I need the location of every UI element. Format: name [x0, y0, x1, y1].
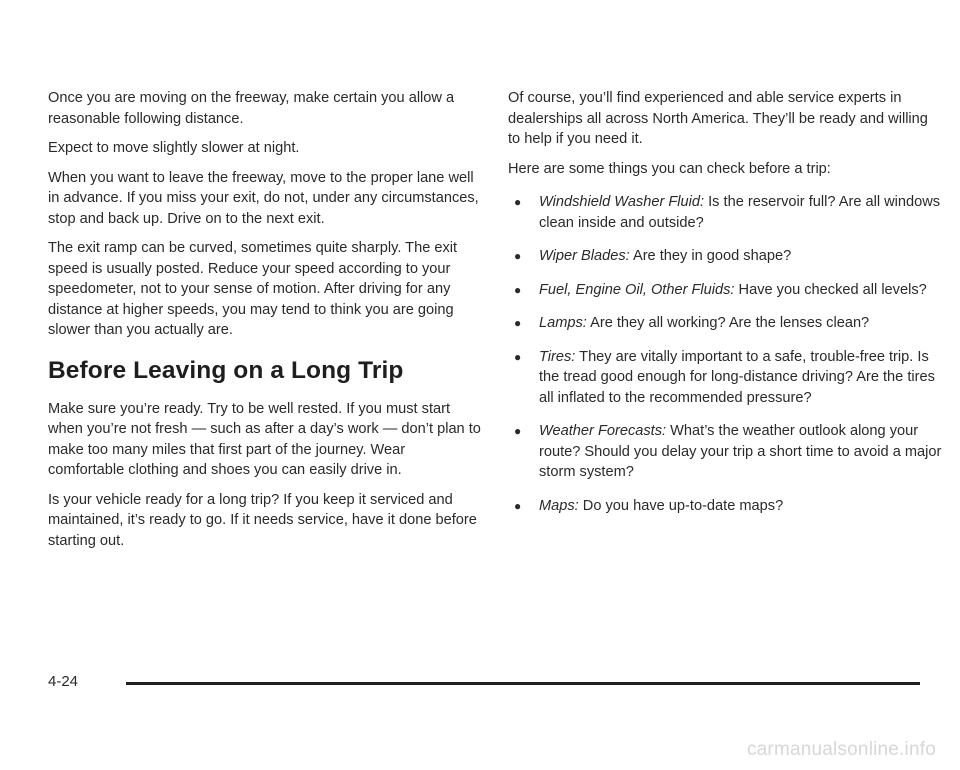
list-item-term: Weather Forecasts:: [539, 423, 667, 439]
site-watermark: carmanualsonline.info: [746, 739, 936, 760]
list-item-term: Wiper Blades:: [539, 248, 630, 264]
paragraph-service-experts: Of course, you’ll find experienced and able service experts in dealerships all across North America. They’ll be ready and willing to help if you need it.: [508, 90, 928, 147]
list-item-term: Fuel, Engine Oil, Other Fluids:: [539, 281, 735, 298]
paragraph-leaving-freeway: When you want to leave the freeway, move to the proper lane well in advance. If you miss your exit, do not, under any circumstances, stop and back up. Drive on to the next exit.: [48, 169, 479, 227]
bullet-icon: ●: [514, 195, 522, 209]
list-item-text: Are they in good shape?: [629, 248, 792, 264]
bullet-icon: ●: [514, 424, 522, 438]
page-footer: [48, 669, 920, 695]
list-item-text: Are they all working? Are the lenses clean?: [586, 315, 870, 331]
paragraph-freeway-following-distance: Once you are moving on the freeway, make certain you allow a reasonable following distance.: [48, 90, 455, 127]
section-heading: Before Leaving on a Long Trip: [48, 356, 404, 384]
list-item-term: Windshield Washer Fluid:: [539, 194, 705, 210]
list-item: [508, 313, 944, 334]
right-column: [508, 88, 944, 529]
bullet-icon: ●: [514, 349, 522, 364]
paragraph-be-ready: Make sure you’re ready. Try to be well rested. If you must start when you’re not fresh — such as after a day’s work — don’t plan to make too many miles that first part of the journey. Wear comfortable clothing and shoes you can easily drive in.: [48, 400, 481, 478]
paragraph-vehicle-ready: Is your vehicle ready for a long trip? If you keep it serviced and maintained, it’s ready to go. If it needs service, have it done before starting out.: [48, 491, 477, 549]
list-item: [508, 421, 944, 483]
bullet-icon: ●: [514, 316, 522, 330]
list-item: [508, 192, 944, 233]
list-item: [508, 280, 944, 301]
list-item: [508, 246, 944, 267]
page-number: 4-24: [48, 673, 79, 690]
footer-rule: [126, 682, 920, 685]
list-item: [508, 347, 944, 409]
trip-checklist: [508, 192, 944, 516]
bullet-icon: ●: [514, 249, 522, 263]
list-item-text: Do you have up-to-date maps?: [578, 497, 784, 514]
list-item: [508, 496, 944, 517]
list-item-term: Maps:: [539, 497, 579, 514]
bullet-icon: ●: [514, 498, 522, 513]
left-column: [48, 88, 484, 560]
list-item-text: Is the reservoir full? Are all windows clean inside and outside?: [539, 194, 941, 231]
list-item-term: Lamps:: [539, 315, 587, 331]
list-item-text: They are vitally important to a safe, trouble-free trip. Is the tread good enough for long-distance driving? Are the tires all inflated to the recommended pressure?: [539, 348, 935, 406]
paragraph-night-speed: Expect to move slightly slower at night.: [48, 140, 300, 156]
bullet-icon: ●: [514, 282, 522, 297]
paragraph-exit-ramp: The exit ramp can be curved, sometimes quite sharply. The exit speed is usually posted. Reduce your speed according to your speedometer, not to your sense of motion. After driving for any distance at higher speeds, you may tend to think you are going slower than you actually are.: [48, 240, 458, 338]
list-item-text: Have you checked all levels?: [734, 281, 927, 298]
paragraph-checklist-lead-in: Here are some things you can check before a trip:: [508, 160, 831, 177]
list-item-term: Tires:: [539, 348, 576, 365]
list-item-text: What’s the weather outlook along your route? Should you delay your trip a short time to avoid a major storm system?: [539, 423, 942, 480]
